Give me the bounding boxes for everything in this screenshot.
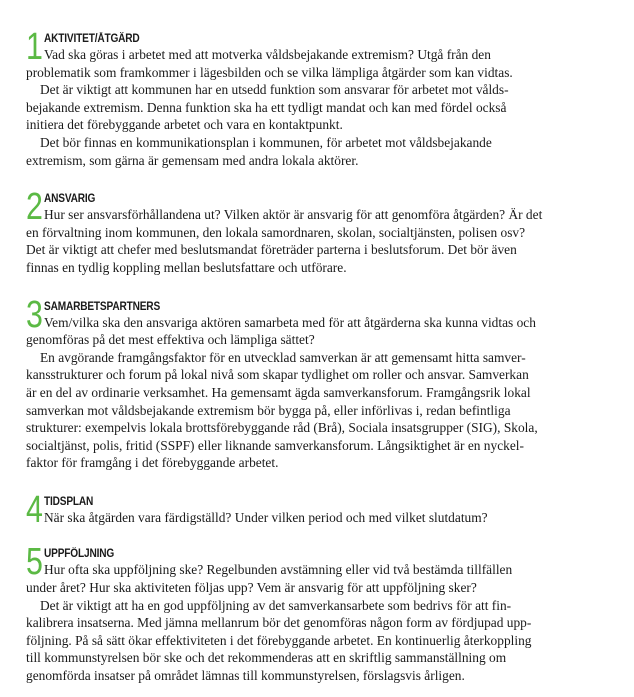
paragraph-line: socialtjänst, polis, fritid (SSPF) eller liknande samverkansforum. Långsiktighet är en nyckel-: [26, 437, 524, 453]
section-aktivitet: [26, 28, 596, 169]
section-heading: TIDSPLAN: [44, 495, 94, 508]
paragraph-line: Vad ska göras i arbetet med att motverka våldsbejakande extremism? Utgå från den: [44, 47, 491, 62]
paragraph-line: initiera det förebyggande arbetet och vara en kontaktpunkt.: [26, 117, 343, 133]
paragraph-line: Hur ser ansvarsförhållandena ut? Vilken aktör är ansvarig för att genomföra åtgärden? Är det: [44, 207, 543, 223]
paragraph-line: genomföras på det mest effektiva och lämpliga sättet?: [26, 332, 315, 348]
paragraph-line: Det bör finnas en kommunikationsplan i kommunen, för arbetet mot våldsbejakande: [40, 134, 492, 150]
section-number: 2: [26, 186, 43, 229]
document-page: [26, 28, 596, 685]
section-number: 1: [26, 26, 43, 68]
paragraph-line: När ska åtgärden vara färdigställd? Under vilken period och med vilket slutdatum?: [44, 509, 488, 525]
section-ansvarig: [26, 188, 596, 276]
paragraph-line: finnas en tydlig koppling mellan beslutsfattare och utförare.: [26, 259, 347, 275]
section-number: 4: [26, 488, 43, 531]
section-samarbetspartners: [26, 293, 596, 472]
paragraph-line: under året? Hur ska aktiviteten följas upp? Vem är ansvarig för att uppföljning sker?: [26, 580, 477, 596]
paragraph-line: strukturer: exempelvis lokala brottsförebyggande råd (Brå), Sociala insatsgrupper (SIG), Skola,: [26, 420, 538, 436]
section-uppfoljning: [26, 543, 596, 684]
paragraph-line: genomförda insatser på området lämnas till kommunstyrelsen, förslagsvis årligen.: [26, 668, 465, 684]
paragraph-line: extremism, som gärna är gemensam med andra lokala aktörer.: [26, 152, 359, 168]
paragraph-line: följning. På så sätt ökar effektiviteten i det förebyggande arbetet. En kontinuerlig återkoppling: [26, 632, 532, 648]
section-heading: SAMARBETSPARTNERS: [44, 300, 161, 313]
paragraph-line: faktor för framgång i det förebyggande arbetet.: [26, 455, 279, 471]
section-heading: AKTIVITET/ÅTGÄRD: [44, 33, 140, 45]
paragraph-line: En avgörande framgångsfaktor för en utvecklad samverkan är att gemensamt hitta samver-: [40, 349, 526, 365]
paragraph-line: kansstrukturer och forum på lokal nivå som skapar tydlighet om roller och ansvar. Samverkan: [26, 367, 529, 383]
section-heading: ANSVARIG: [44, 193, 96, 206]
section-number: 5: [26, 541, 43, 584]
paragraph-line: Det är viktigt att kommunen har en utsedd funktion som ansvarar för arbetet mot vålds-: [40, 82, 509, 98]
paragraph-line: en förvaltning inom kommunen, den lokala samordnaren, skolan, socialtjänsten, polisen osv?: [26, 224, 526, 240]
paragraph-line: är en del av ordinarie verksamhet. Ha gemensamt ägda samverkansforum. Framgångsrik lokal: [26, 384, 531, 400]
paragraph-line: till kommunstyrelsen bör ske och det rekommenderas att en skriftlig sammanställning om: [26, 650, 507, 666]
section-tidsplan: [26, 488, 596, 531]
section-number: 3: [26, 293, 43, 336]
paragraph-line: problematik som framkommer i lägesbilden och se vilka lämpliga åtgärder som kan vidtas.: [26, 64, 513, 80]
paragraph-line: Hur ofta ska uppföljning ske? Regelbunden avstämning eller vid två bestämda tillfällen: [44, 562, 513, 578]
paragraph-line: Vem/vilka ska den ansvariga aktören samarbeta med för att åtgärderna ska kunna vidtas och: [44, 314, 536, 330]
section-heading: UPPFÖLJNING: [44, 548, 115, 561]
paragraph-line: Det är viktigt att ha en god uppföljning av det samverkansarbete som bedrivs för att fin-: [40, 597, 512, 613]
paragraph-line: bejakande extremism. Denna funktion ska ha ett tydligt mandat och kan med fördel också: [26, 99, 507, 115]
paragraph-line: kalibrera insatserna. Med jämna mellanrum bör det genomföras någon form av fördjupad upp-: [26, 615, 532, 631]
paragraph-line: Det är viktigt att chefer med beslutsmandat företräder parterna i beslutsforum. Det bör även: [26, 242, 517, 258]
paragraph-line: samverkan mot våldsbejakande extremism bör bygga på, eller införlivas i, redan befintliga: [26, 402, 511, 418]
